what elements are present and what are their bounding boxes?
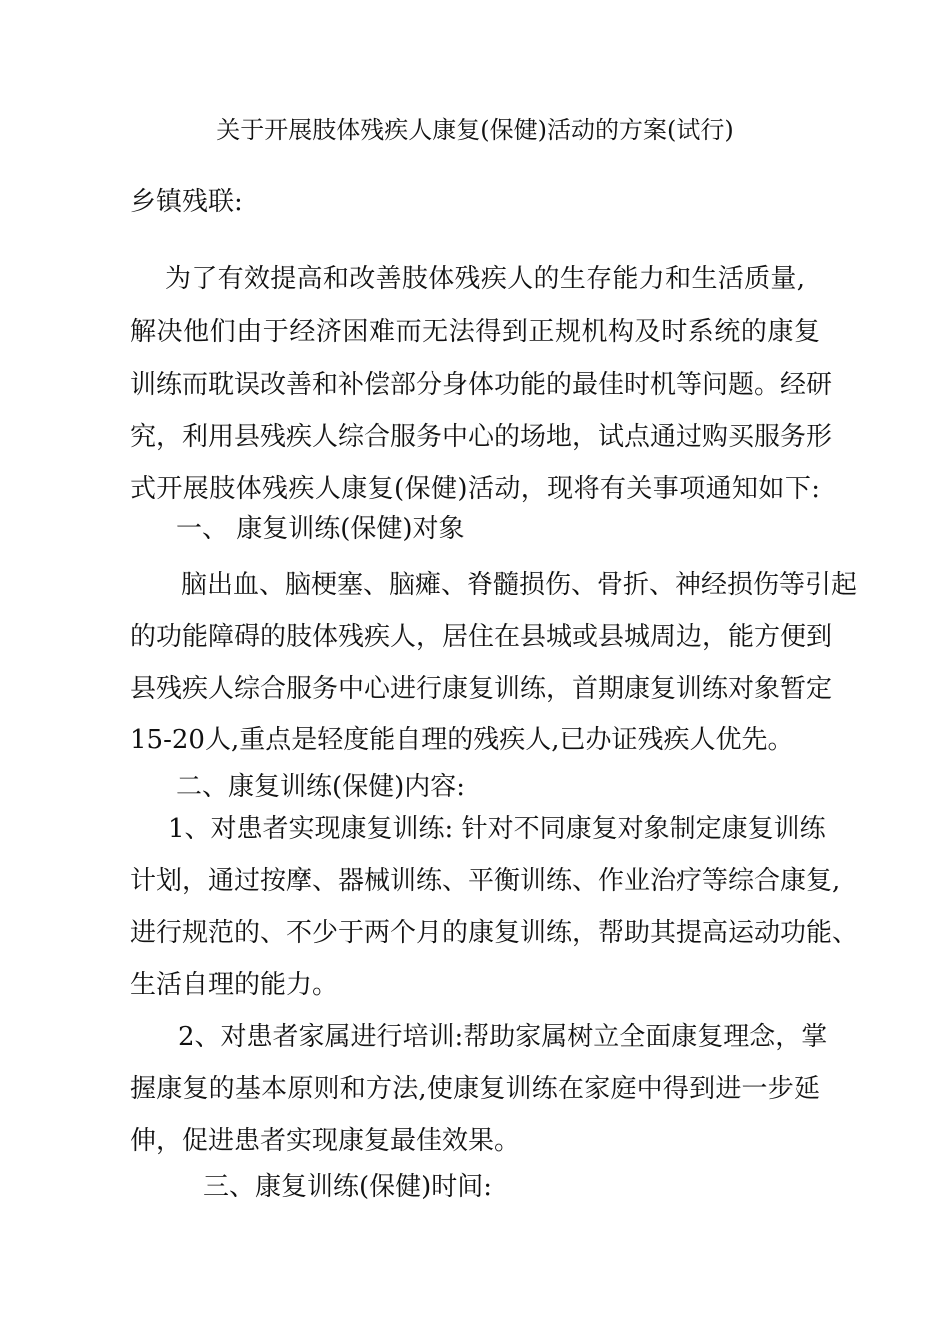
section-1-line-1: 脑出血、脑梗塞、脑瘫、脊髓损伤、骨折、神经损伤等引起: [181, 570, 858, 600]
section-1-line-2: 的功能障碍的肢体残疾人，居住在县城或县城周边，能方便到: [130, 622, 833, 652]
intro-line-1: 为了有效提高和改善肢体残疾人的生存能力和生活质量,: [165, 264, 805, 294]
section-2-item-1-line-4: 生活自理的能力。: [130, 970, 339, 1000]
document-title: 关于开展肢体残疾人康复(保健)活动的方案(试行): [216, 116, 734, 144]
section-2-item-2-line-1: 2、对患者家属进行培训:帮助家属树立全面康复理念，掌: [178, 1022, 828, 1052]
section-2-item-1-line-3: 进行规范的、不少于两个月的康复训练，帮助其提高运动功能、: [130, 918, 859, 948]
section-1-line-3: 县残疾人综合服务中心进行康复训练，首期康复训练对象暂定: [130, 674, 833, 704]
section-2-item-2-line-3: 伸，促进患者实现康复最佳效果。: [130, 1126, 521, 1156]
intro-line-3: 训练而耽误改善和补偿部分身体功能的最佳时机等问题。经研: [130, 370, 833, 400]
section-1-heading: 一、 康复训练(保健)对象: [176, 514, 465, 544]
section-2-heading: 二、康复训练(保健)内容:: [176, 772, 466, 802]
intro-line-5: 式开展肢体残疾人康复(保健)活动，现将有关事项通知如下:: [130, 474, 820, 504]
salutation: 乡镇残联:: [130, 187, 243, 217]
section-2-item-1-line-2: 计划，通过按摩、器械训练、平衡训练、作业治疗等综合康复,: [130, 866, 841, 896]
section-1-line-4: 15-20人,重点是轻度能自理的残疾人,已办证残疾人优先。: [130, 725, 794, 755]
intro-line-2: 解决他们由于经济困难而无法得到正规机构及时系统的康复: [130, 317, 820, 347]
section-3-heading: 三、康复训练(保健)时间:: [203, 1172, 493, 1202]
section-2-item-1-line-1: 1、对患者实现康复训练: 针对不同康复对象制定康复训练: [168, 814, 826, 844]
section-2-item-2-line-2: 握康复的基本原则和方法,使康复训练在家庭中得到进一步延: [130, 1074, 820, 1104]
intro-line-4: 究，利用县残疾人综合服务中心的场地，试点通过购买服务形: [130, 422, 833, 452]
